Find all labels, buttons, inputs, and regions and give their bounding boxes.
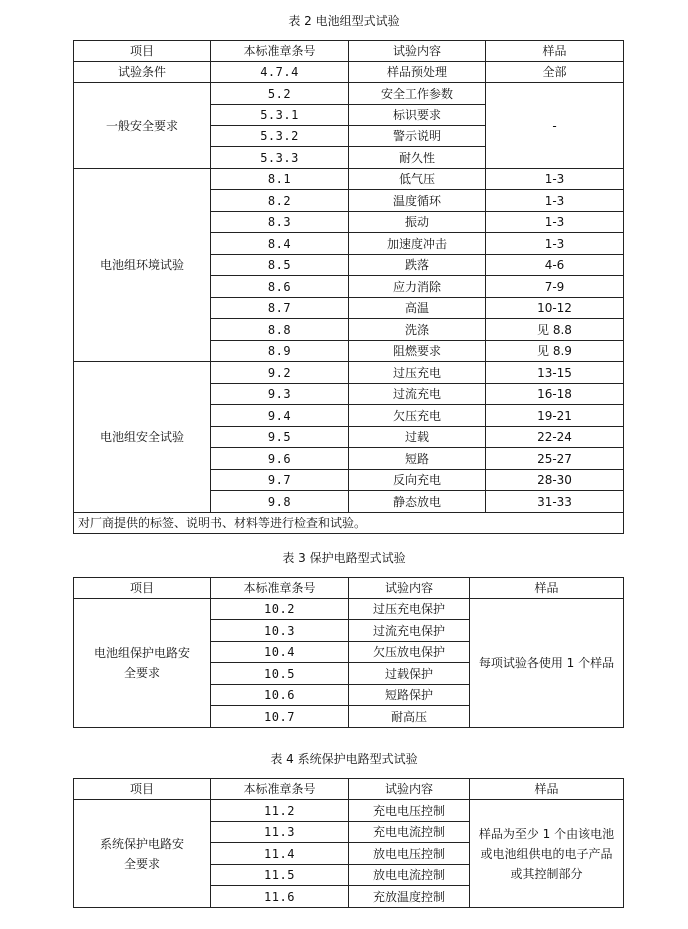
sample-cell: 全部 — [486, 62, 624, 83]
content-cell: 加速度冲击 — [349, 233, 486, 255]
clause-cell: 10.6 — [211, 685, 349, 706]
sample-cell: 见 8.9 — [486, 341, 624, 362]
table-row — [74, 800, 624, 822]
clause-cell: 8.1 — [211, 169, 349, 190]
header-sample: 样品 — [486, 41, 624, 62]
content-cell: 耐高压 — [349, 706, 470, 728]
clause-cell: 8.3 — [211, 212, 349, 233]
table-row — [74, 362, 624, 384]
content-cell: 过载保护 — [349, 663, 470, 685]
header-sample: 样品 — [470, 779, 624, 800]
content-cell: 低气压 — [349, 169, 486, 190]
group-name-cell: 一般安全要求 — [74, 83, 211, 169]
content-cell: 放电电压控制 — [349, 843, 470, 865]
content-cell: 耐久性 — [349, 147, 486, 169]
header-item: 项目 — [74, 41, 211, 62]
sample-cell: 4-6 — [486, 255, 624, 276]
clause-cell: 10.2 — [211, 599, 349, 620]
clause-cell: 11.3 — [211, 822, 349, 843]
clause-cell: 4.7.4 — [211, 62, 349, 83]
content-cell: 安全工作参数 — [349, 83, 486, 105]
content-cell: 静态放电 — [349, 491, 486, 513]
table2-caption: 表 2 电池组型式试验 — [288, 14, 400, 28]
clause-cell: 10.7 — [211, 706, 349, 728]
header-content: 试验内容 — [349, 578, 470, 599]
sample-cell: 16-18 — [486, 384, 624, 405]
table3-header-row — [74, 578, 624, 599]
sample-cell: 7-9 — [486, 276, 624, 298]
clause-cell: 8.7 — [211, 298, 349, 319]
clause-cell: 5.3.2 — [211, 126, 349, 147]
group-name-cell: 电池组环境试验 — [74, 169, 211, 362]
content-cell: 反向充电 — [349, 470, 486, 491]
header-clause: 本标准章条号 — [211, 41, 349, 62]
item-cell: 系统保护电路安全要求 — [74, 800, 211, 908]
footnote-cell: 对厂商提供的标签、说明书、材料等进行检查和试验。 — [74, 513, 624, 534]
content-cell: 跌落 — [349, 255, 486, 276]
clause-cell: 9.6 — [211, 448, 349, 470]
content-cell: 洗涤 — [349, 319, 486, 341]
content-cell: 充放温度控制 — [349, 886, 470, 908]
header-content: 试验内容 — [349, 779, 470, 800]
clause-cell: 10.3 — [211, 620, 349, 642]
clause-cell: 8.8 — [211, 319, 349, 341]
sample-cell: 25-27 — [486, 448, 624, 470]
content-cell: 欠压放电保护 — [349, 642, 470, 663]
clause-cell: 8.4 — [211, 233, 349, 255]
content-cell: 警示说明 — [349, 126, 486, 147]
content-cell: 充电电流控制 — [349, 822, 470, 843]
header-content: 试验内容 — [349, 41, 486, 62]
content-cell: 过流充电 — [349, 384, 486, 405]
sample-cell: 1-3 — [486, 190, 624, 212]
content-cell: 过流充电保护 — [349, 620, 470, 642]
sample-cell: 1-3 — [486, 233, 624, 255]
sample-cell: 样品为至少 1 个由该电池或电池组供电的电子产品或其控制部分 — [470, 800, 624, 908]
table4-header-row — [74, 779, 624, 800]
header-item: 项目 — [74, 578, 211, 599]
table-row — [74, 599, 624, 620]
clause-cell: 5.2 — [211, 83, 349, 105]
header-clause: 本标准章条号 — [211, 779, 349, 800]
sample-cell: 22-24 — [486, 427, 624, 448]
clause-cell: 8.9 — [211, 341, 349, 362]
content-cell: 标识要求 — [349, 105, 486, 126]
table4-caption: 表 4 系统保护电路型式试验 — [270, 752, 418, 766]
header-clause: 本标准章条号 — [211, 578, 349, 599]
table3-caption: 表 3 保护电路型式试验 — [282, 551, 406, 565]
clause-cell: 9.4 — [211, 405, 349, 427]
clause-cell: 8.5 — [211, 255, 349, 276]
table4 — [73, 778, 624, 908]
content-cell: 阻燃要求 — [349, 341, 486, 362]
clause-cell: 11.5 — [211, 865, 349, 886]
content-cell: 过压充电 — [349, 362, 486, 384]
table-row — [74, 169, 624, 190]
table2-footnote-row — [74, 513, 624, 534]
sample-cell: 见 8.8 — [486, 319, 624, 341]
clause-cell: 9.5 — [211, 427, 349, 448]
content-cell: 短路保护 — [349, 685, 470, 706]
content-cell: 充电电压控制 — [349, 800, 470, 822]
table2-header-row — [74, 41, 624, 62]
sample-cell: 19-21 — [486, 405, 624, 427]
sample-cell: 13-15 — [486, 362, 624, 384]
sample-cell: 28-30 — [486, 470, 624, 491]
sample-cell: - — [486, 83, 624, 169]
clause-cell: 11.6 — [211, 886, 349, 908]
clause-cell: 9.3 — [211, 384, 349, 405]
table2 — [73, 40, 624, 534]
content-cell: 过压充电保护 — [349, 599, 470, 620]
clause-cell: 10.4 — [211, 642, 349, 663]
clause-cell: 5.3.3 — [211, 147, 349, 169]
group-name-cell: 电池组安全试验 — [74, 362, 211, 513]
content-cell: 高温 — [349, 298, 486, 319]
item-cell: 电池组保护电路安全要求 — [74, 599, 211, 728]
content-cell: 放电电流控制 — [349, 865, 470, 886]
clause-cell: 8.2 — [211, 190, 349, 212]
clause-cell: 9.2 — [211, 362, 349, 384]
clause-cell: 5.3.1 — [211, 105, 349, 126]
header-item: 项目 — [74, 779, 211, 800]
clause-cell: 9.8 — [211, 491, 349, 513]
clause-cell: 11.2 — [211, 800, 349, 822]
clause-cell: 9.7 — [211, 470, 349, 491]
sample-cell: 10-12 — [486, 298, 624, 319]
clause-cell: 11.4 — [211, 843, 349, 865]
item-cell: 试验条件 — [74, 62, 211, 83]
content-cell: 温度循环 — [349, 190, 486, 212]
clause-cell: 8.6 — [211, 276, 349, 298]
sample-cell: 每项试验各使用 1 个样品 — [470, 599, 624, 728]
table3 — [73, 577, 624, 728]
content-cell: 过载 — [349, 427, 486, 448]
clause-cell: 10.5 — [211, 663, 349, 685]
sample-cell: 1-3 — [486, 212, 624, 233]
content-cell: 短路 — [349, 448, 486, 470]
table-row — [74, 62, 624, 83]
content-cell: 应力消除 — [349, 276, 486, 298]
header-sample: 样品 — [470, 578, 624, 599]
content-cell: 样品预处理 — [349, 62, 486, 83]
table-row — [74, 83, 624, 105]
content-cell: 欠压充电 — [349, 405, 486, 427]
sample-cell: 31-33 — [486, 491, 624, 513]
sample-cell: 1-3 — [486, 169, 624, 190]
content-cell: 振动 — [349, 212, 486, 233]
